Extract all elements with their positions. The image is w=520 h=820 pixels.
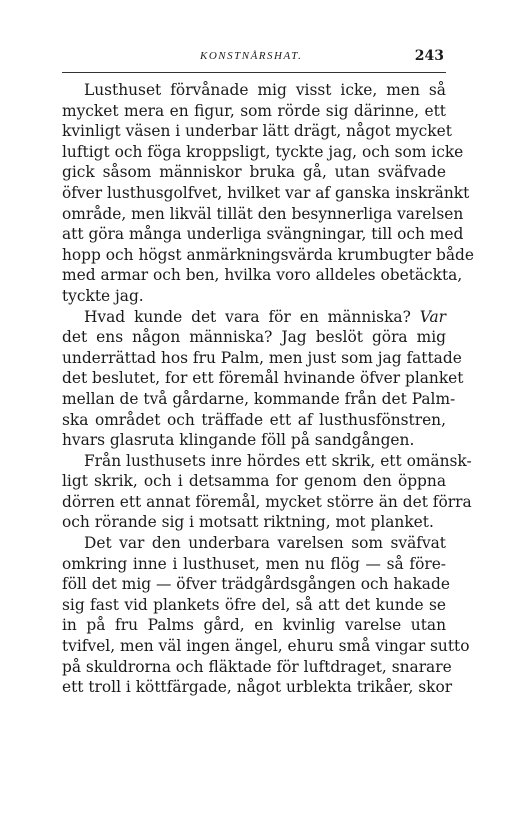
text-line: in på fru Palms gård, en kvinlig varelse utan (62, 616, 446, 635)
text-line (62, 307, 446, 328)
text-line: underrättad hos fru Palm, men just som jag fattade (62, 348, 462, 367)
text-line: föll det mig — öfver trädgårdsgången och hakade (62, 575, 450, 594)
text-line: Från lusthusets inre hördes ett skrik, ett omänsk- (84, 451, 472, 470)
text-line: tyckte jag. (62, 286, 144, 305)
text-line: på skuldrorna och fläktade för luftdraget, snarare (62, 657, 452, 676)
text-line: tvifvel, men väl ingen ängel, ehuru små vingar sutto (62, 637, 470, 656)
body-text (62, 80, 474, 698)
text-line: det beslutet, for ett föremål hvinande öfver planket (62, 369, 464, 388)
text-line: mellan de två gårdarne, kommande från det Palm- (62, 389, 456, 408)
italic-word: Var (419, 307, 446, 326)
text-line: omkring inne i lusthuset, men nu flög — så före- (62, 554, 446, 573)
text-line: dörren ett annat föremål, mycket större än det förra (62, 492, 472, 511)
text-line: luftigt och föga kroppsligt, tyckte jag, och som icke (62, 142, 464, 161)
text-line: ligt skrik, och i detsamma for genom den öppna (62, 472, 446, 491)
text-line: Det var den underbara varelsen som sväfvat (84, 534, 446, 553)
text-line: öfver lusthusgolfvet, hvilket var af ganska inskränkt (62, 183, 470, 202)
text-line: gick såsom människor bruka gå, utan sväfvade (62, 163, 446, 182)
text-line: hopp och högst anmärkningsvärda krumbugter både (62, 245, 474, 264)
text-line: hvars glasruta klingande föll på sandgången. (62, 431, 415, 450)
text-line: det ens någon människa? Jag beslöt göra mig (62, 328, 446, 347)
text-line: med armar och ben, hvilka voro alldeles obetäckta, (62, 266, 463, 285)
header-rule (62, 72, 446, 73)
text-line: ska området och träffade ett af lusthusfönstren, (62, 410, 446, 429)
text-line: Lusthuset förvånade mig visst icke, men så (84, 81, 446, 99)
page-header (62, 48, 446, 70)
text-line: att göra många underliga svängningar, till och med (62, 225, 464, 244)
text-line: sig fast vid plankets öfre del, så att det kunde se (62, 595, 446, 614)
text-line: och rörande sig i motsatt riktning, mot planket. (62, 513, 434, 532)
running-title: KONSTNÅRSHAT. (200, 50, 303, 62)
text-line: mycket mera en figur, som rörde sig därinne, ett (62, 101, 446, 120)
text-line: kvinligt väsen i underbar lätt drägt, något mycket (62, 122, 452, 141)
text-segment: Hvad kunde det vara för en människa? (84, 307, 411, 326)
text-line: område, men likväl tillät den besynnerliga varelsen (62, 204, 464, 223)
page-number: 243 (414, 48, 444, 64)
text-line: ett troll i köttfärgade, något urblekta trikåer, skor (62, 678, 453, 697)
